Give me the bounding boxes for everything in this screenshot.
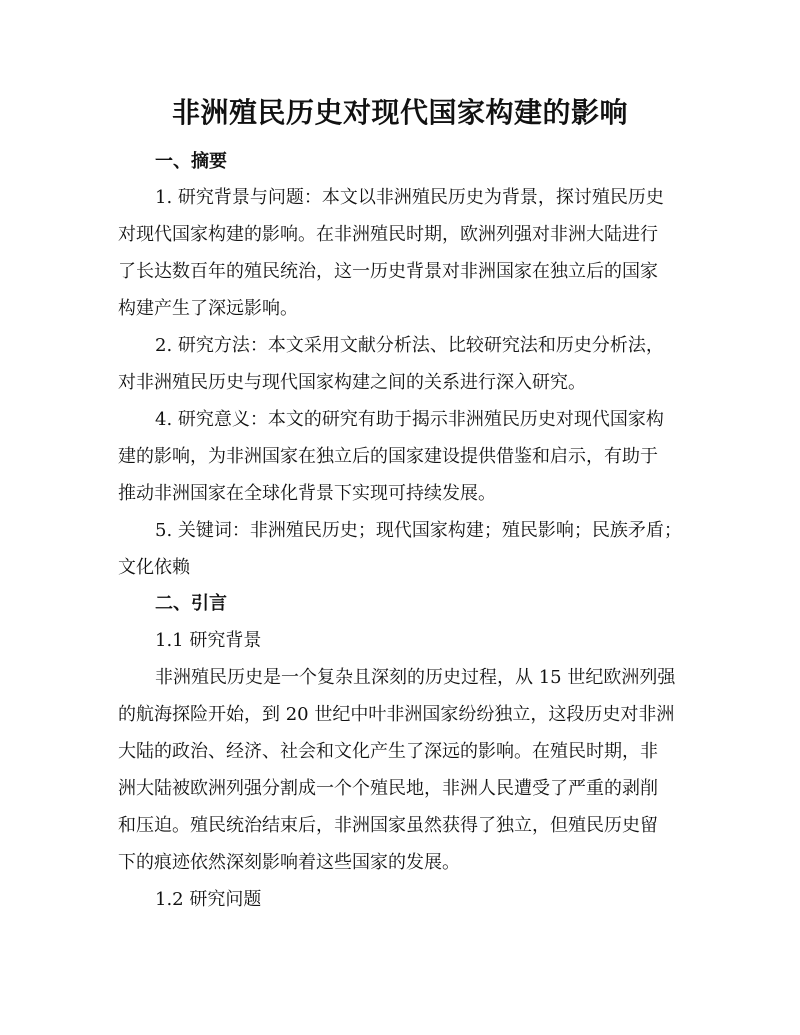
abstract-p1-line-1: 1. 研究背景与问题：本文以非洲殖民历史为背景，探讨殖民历史 (155, 187, 664, 208)
abstract-p2-line-1: 2. 研究方法：本文采用文献分析法、比较研究法和历史分析法， (155, 335, 664, 356)
intro-p1-line-4: 洲大陆被欧洲列强分割成一个个殖民地，非洲人民遭受了严重的剥削 (118, 778, 658, 799)
abstract-p2-line-2: 对非洲殖民历史与现代国家构建之间的关系进行深入研究。 (118, 372, 586, 393)
intro-p1-line-2: 的航海探险开始，到 20 世纪中叶非洲国家纷纷独立，这段历史对非洲 (118, 704, 675, 725)
intro-p1-line-5: 和压迫。殖民统治结束后，非洲国家虽然获得了独立，但殖民历史留 (118, 815, 658, 836)
abstract-p3-line-1: 4. 研究意义：本文的研究有助于揭示非洲殖民历史对现代国家构 (155, 409, 664, 430)
intro-p1-line-6: 下的痕迹依然深刻影响着这些国家的发展。 (118, 852, 460, 873)
abstract-p3-line-3: 推动非洲国家在全球化背景下实现可持续发展。 (118, 483, 496, 504)
abstract-keywords-line-1: 5. 关键词：非洲殖民历史；现代国家构建；殖民影响；民族矛盾； (155, 520, 682, 541)
abstract-keywords-line-2: 文化依赖 (118, 557, 190, 578)
section-heading-abstract: 一、摘要 (155, 151, 227, 172)
abstract-p1-line-4: 构建产生了深远影响。 (118, 298, 298, 319)
document-title: 非洲殖民历史对现代国家构建的影响 (171, 96, 628, 129)
abstract-p3-line-2: 建的影响，为非洲国家在独立后的国家建设提供借鉴和启示，有助于 (118, 446, 658, 467)
subsection-heading-background: 1.1 研究背景 (155, 630, 262, 651)
intro-p1-line-1: 非洲殖民历史是一个复杂且深刻的历史过程，从 15 世纪欧洲列强 (155, 667, 676, 688)
abstract-p1-line-3: 了长达数百年的殖民统治，这一历史背景对非洲国家在独立后的国家 (118, 261, 658, 282)
abstract-p1-line-2: 对现代国家构建的影响。在非洲殖民时期，欧洲列强对非洲大陆进行 (118, 224, 658, 245)
intro-p1-line-3: 大陆的政治、经济、社会和文化产生了深远的影响。在殖民时期，非 (118, 741, 658, 762)
section-heading-introduction: 二、引言 (155, 593, 227, 614)
subsection-heading-research-question: 1.2 研究问题 (155, 889, 262, 910)
